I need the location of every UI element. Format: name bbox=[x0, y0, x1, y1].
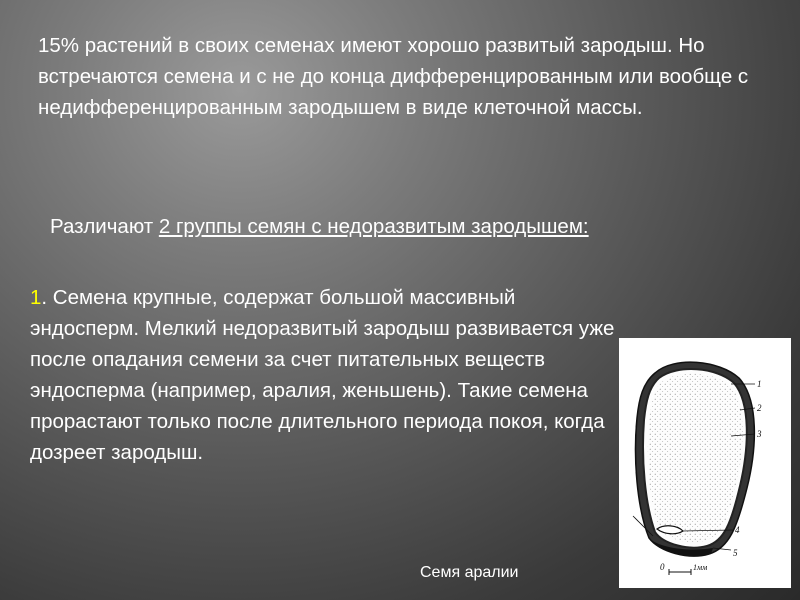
groups-heading bbox=[50, 213, 589, 241]
label-4: 4 bbox=[735, 525, 740, 535]
label-2: 2 bbox=[757, 403, 762, 413]
figure-caption: Семя аралии bbox=[420, 564, 519, 581]
groups-heading-underlined: 2 группы семян с недоразвитым зародышем: bbox=[158, 215, 589, 238]
group-1-text: . Семена крупные, содержат большой массивный эндосперм. Мелкий недоразвитый зародыш развивается уже после опадания семени за счет питательных веществ эндосперма (например, аралия, женьшень). Такие семена прорастают только после длительного периода покоя, когда дозреет зародыш. bbox=[30, 286, 615, 464]
scale-unit-label: 1мм bbox=[693, 563, 708, 572]
label-5: 5 bbox=[733, 548, 738, 558]
label-1: 1 bbox=[757, 379, 762, 389]
scale-zero-label: 0 bbox=[660, 562, 665, 572]
groups-heading-prefix: Различают bbox=[50, 215, 159, 238]
seed-drawing bbox=[619, 338, 791, 588]
intro-paragraph: 15% растений в своих семенах имеют хорошо развитый зародыш. Но встречаются семена и с не до конца дифференцированным или вообще с недифференцированным зародышем в виде клеточной массы. bbox=[38, 34, 749, 119]
group-1-paragraph bbox=[30, 282, 620, 468]
aralia-seed-figure bbox=[619, 338, 791, 588]
label-3: 3 bbox=[757, 429, 762, 439]
group-1-number: 1 bbox=[30, 286, 42, 309]
